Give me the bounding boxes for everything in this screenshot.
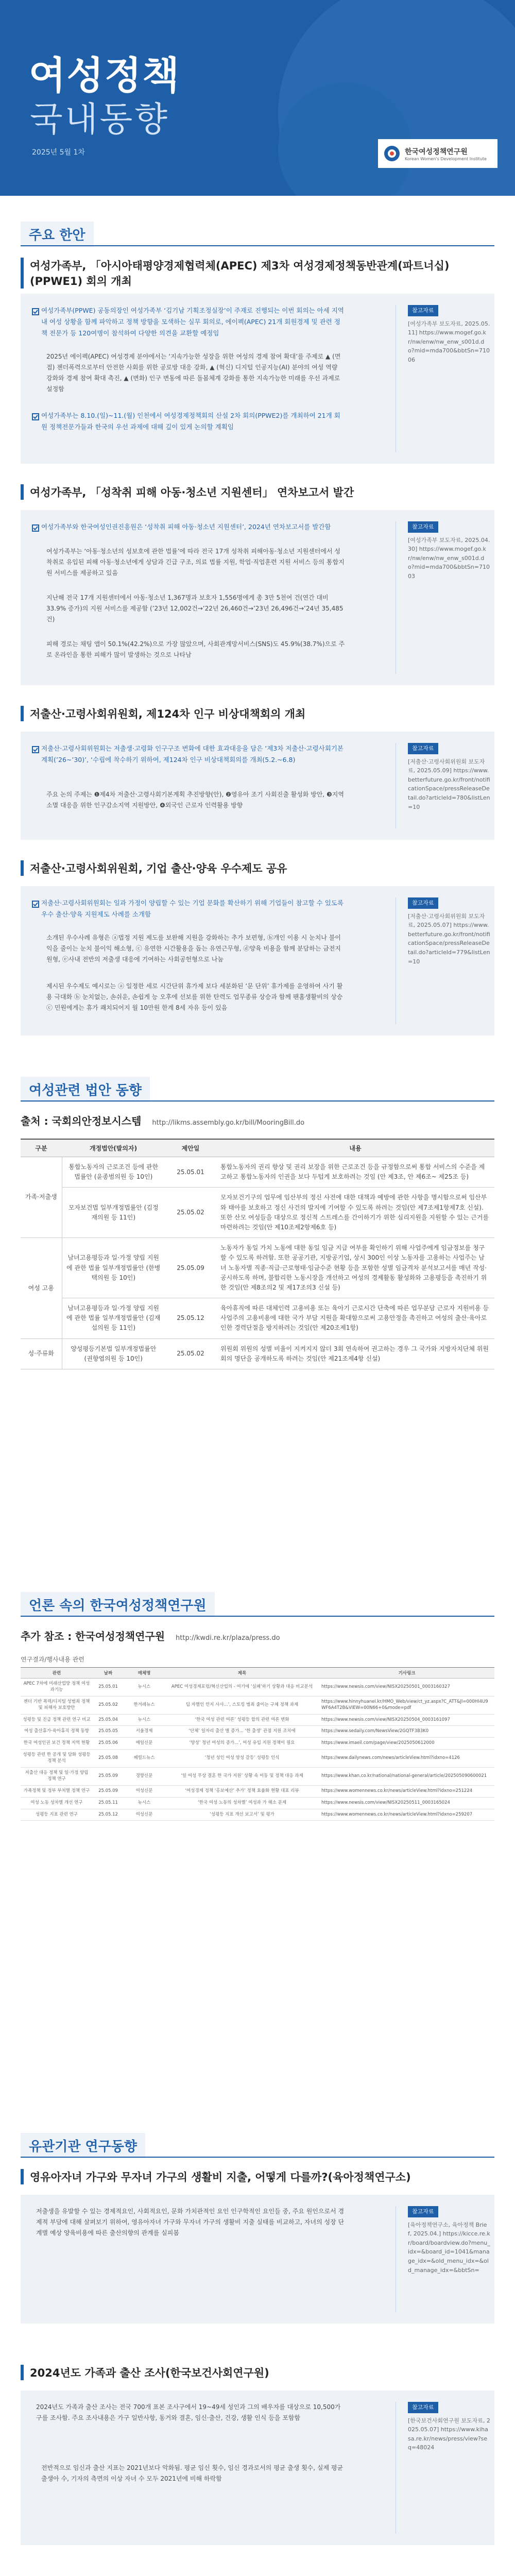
reference-box xyxy=(408,2402,490,2452)
reference-link[interactable]: [육아정책연구소, 육아정책 Brief, 2025.04.] https://kicce.re.kr/board/boardview.do?menu_idx=&board_id=1041&manage_idx=&old_menu_idx=&old_manage_idx=&bbtSn= xyxy=(408,2221,490,2274)
banner-subtitle: 국내동향 xyxy=(30,99,170,139)
press-col-header: 관련 xyxy=(21,1668,93,1679)
reference-link[interactable]: [저출산·고령사회위원회 보도자료, 2025.05.09] https://www.betterfuture.go.kr/front/notificationSpace/pressReleaseDetail.do?articleId=780&listLen=10 xyxy=(408,758,490,810)
press-date: 25.05.08 xyxy=(93,1750,124,1768)
press-media: 여성신문 xyxy=(124,1809,165,1821)
news-title: 여성가족부, 「성착취 피해 아동·청소년 지원센터」 연차보고서 발간 xyxy=(21,484,494,500)
research-box xyxy=(21,2195,494,2324)
table-row xyxy=(21,1750,494,1768)
press-link[interactable]: https://www.dailynews.com/news/articleView.html?idxno=4126 xyxy=(319,1750,494,1768)
press-date: 25.05.02 xyxy=(93,1696,124,1714)
press-date: 25.05.05 xyxy=(93,1726,124,1738)
press-headline: APEC 여성경제포럼/혁신산업의 - 여기에 ‘실패’하기 상황과 대응 비교분석 xyxy=(165,1679,319,1697)
news-bullet: 소개된 우수사례 유형은 ⓐ법정 지원 제도를 보완해 지원을 강화하는 추가 보편형, ⓑ개인 이용 시 눈치나 불이익을 줄이는 눈치 불이익 해소형, ⓒ 유연한 시간활용을 돕는 유연근무형, ⓓ양육 비용을 함께 분담하는 금전지원형, ⓔ사내 전반의 저출생 대응에 기여하는 사회공헌형으로 나눔 xyxy=(46,934,341,963)
reference-box xyxy=(408,743,490,811)
table-row xyxy=(21,1797,494,1809)
table-row xyxy=(21,1785,494,1797)
research-body: 2024년도 가족과 출산 조사는 전국 700개 표본 조사구에서 19~49세 성인과 그의 배우자를 대상으로 10,500가구를 조사함. 주요 조사내용은 가구 일반사항, 동거와 결혼, 임신·출산, 건강, 생활 인식 등을 포함함 xyxy=(36,2403,341,2421)
news-bullet: 여성가족부는 ‘아동·청소년의 성보호에 관한 법률’에 따라 전국 17개 성착취 피해아동·청소년 지원센터에서 성착취로 유입된 피해 아동·청소년에게 상담과 긴급 구조, 의료 법률 지원, 학업·직업훈련 지원 서비스 등의 통합지원 서비스를 제공하고 있음 xyxy=(46,548,345,577)
section-research-heading: 유관기관 연구동향 xyxy=(21,2133,145,2158)
law-group: 성·주류화 xyxy=(21,1338,62,1369)
law-content: 모자보건기구의 업무에 임산부의 정신 사전에 대한 대책과 예방에 관한 사항을 명시함으로써 임산부와 태아를 보호하고 정신 사건의 발지에 기여할 수 있도록 하려는 것임(안 제7조제1항제7호 신설). 또한 산모 여성들을 대상으로 정신적 스트레스를 간이하기가 위한 심리지원을 지원할 수 있는 근거를 마련하려는 것임(안 제10조제2항제6호 등) xyxy=(216,1188,494,1238)
press-headline: ‘단체’ 일자리 출산 별 증가... ‘한 출생’ 관점 지원 조치에 xyxy=(165,1726,319,1738)
press-media: 한겨레뉴스 xyxy=(124,1696,165,1714)
press-headline: ‘일 여성 무상 결혼 한 국가 지원’ 상황 속 이동 및 정책 대응 과제 xyxy=(165,1768,319,1786)
table-row xyxy=(21,1809,494,1821)
reference-link[interactable]: [여성가족부 보도자료, 2025.04.30] https://www.mogef.go.kr/nw/enw/nw_enw_s001d.do?mid=mda700&bbtSn=71003 xyxy=(408,536,490,580)
press-topic: 가족정책 및 정부 부처별 정책 연구 xyxy=(21,1785,93,1797)
press-topic: 성평등 관련 한 공개 및 담화 성평등 정책 분석 xyxy=(21,1750,93,1768)
press-date: 25.05.06 xyxy=(93,1738,124,1750)
reference-link[interactable]: [여성가족부 보도자료, 2025.05.11] https://www.mogef.go.kr/nw/enw/nw_enw_s001d.do?mid=mda700&bbtSn=71006 xyxy=(408,320,490,363)
issue-date: 2025년 5월 1차 xyxy=(32,148,85,157)
law-col-header: 개정법안(발의자) xyxy=(62,1139,165,1157)
press-link[interactable]: https://www.imaeil.com/page/view/2025050612000 xyxy=(319,1738,494,1750)
press-link[interactable]: https://www.khan.co.kr/national/national-general/article/202505090600021 xyxy=(319,1768,494,1786)
press-headline: ‘청년 성인 여성 양성 갈등’ 성평등 인식 xyxy=(165,1750,319,1768)
press-media: 경향신문 xyxy=(124,1768,165,1786)
logo-name-ko: 한국여성정책연구원 xyxy=(405,147,468,156)
news-title: 저출산·고령사회위원회, 제124차 인구 비상대책회의 개최 xyxy=(21,706,494,721)
press-date: 25.05.11 xyxy=(93,1797,124,1809)
press-source xyxy=(21,1628,280,1643)
news-box xyxy=(21,886,494,1036)
table-row xyxy=(21,1338,494,1369)
table-row xyxy=(21,1768,494,1786)
press-col-header: 매체명 xyxy=(124,1668,165,1679)
table-row xyxy=(21,1157,494,1188)
table-row xyxy=(21,1238,494,1298)
law-source-link[interactable]: http://likms.assembly.go.kr/bill/MooringBill.do xyxy=(152,1119,305,1127)
news-title: 여성가족부, 「아시아태평양경제협력체(APEC) 제3차 여성경제정책동반관계(파트너십)(PPWE1) 회의 개최 xyxy=(21,258,494,289)
law-content: 육아휴직에 따른 대체인력 고용비용 또는 육아기 근로시간 단축에 따른 업무분담 근로자 지원비용 등 사업주의 고용비용에 대한 국가 부담 지원을 확대함으로써 고용안정을 촉진하고 여성의 출산·육아로 인한 경력단절을 방지하려는 것임(안 제20조제1항) xyxy=(216,1298,494,1339)
press-col-header: 날짜 xyxy=(93,1668,124,1679)
law-content: 위원회 위원의 성별 비율이 지켜지지 않더 3회 연속하여 권고하는 경우 그 국가와 지방자치단체 위원회의 명단을 공개하도록 하려는 것임(안 제21조제4항 신설) xyxy=(216,1338,494,1369)
checkbox-icon xyxy=(32,413,39,420)
news-bullet: 여성가족부는 8.10.(일)~11.(월) 인천에서 여성경제정책회의 산설 2차 회의(PPWE2)를 개최하여 21개 회원 정책전문가들과 한국의 우선 과제에 대해 깊이 있게 논의할 계획임 xyxy=(41,412,340,431)
reference-box xyxy=(408,305,490,365)
press-topic: 저출산 대응 정책 및 일·가정 양립 정책 연구 xyxy=(21,1768,93,1786)
section-divider xyxy=(21,2157,494,2158)
law-content: 노동자가 동일 가치 노동에 대한 동일 임금 지급 여부를 확인하기 위해 사업주에게 임금정보를 청구할 수 있도록 하려함. 또한 공공기관, 지방공기업, 상시 300인 이상 노동자를 고용하는 사업주는 남녀 노동자별 직종·직급·근로형태·임금수준 현황 등을 포함한 성별 임금격차 분석보고서를 매년 작성·공시하도록 하며, 불합리한 노동시장을 개선하고 여성의 경제활동 활성화와 고용평등을 촉진하기 위한 것임(안 제8조의2 및 제17조의3 신설 등) xyxy=(216,1238,494,1298)
press-link[interactable]: https://www.newsis.com/view/NISX20250511_0003165024 xyxy=(319,1797,494,1809)
law-col-header: 구분 xyxy=(21,1139,62,1157)
checkbox-icon xyxy=(32,524,39,532)
reference-box xyxy=(408,2206,490,2275)
law-date: 25.05.01 xyxy=(165,1157,216,1188)
press-link[interactable]: https://www.sedaily.com/NewsView/2GQTF3B3K0 xyxy=(319,1726,494,1738)
press-col-header: 제목 xyxy=(165,1668,319,1679)
reference-link[interactable]: [저출산·고령사회위원회 보도자료, 2025.05.07] https://www.betterfuture.go.kr/front/notificationSpace/pressReleaseDetail.do?articleId=779&listLen=10 xyxy=(408,912,490,965)
press-topic: 여성 노동 성차별 개선 연구 xyxy=(21,1797,93,1809)
table-row xyxy=(21,1738,494,1750)
banner-title: 여성정책 xyxy=(29,54,180,98)
press-media: 뉴시스 xyxy=(124,1714,165,1726)
kwdi-logo-icon xyxy=(383,145,401,162)
press-col-header: 기사링크 xyxy=(319,1668,494,1679)
research-title: 2024년도 가족과 출산 조사(한국보건사회연구원) xyxy=(21,2365,494,2380)
law-bill: 남녀고용평등과 일·가정 양립 지원에 관한 법률 일부개정법률안 (한병택의원 등 10인) xyxy=(62,1238,165,1298)
press-media: 뉴시스 xyxy=(124,1679,165,1697)
press-headline: 딥 자멸인 인지 사사...’, 스토킹 범죄 줄이는 구체 정책 과제 xyxy=(165,1696,319,1714)
law-source xyxy=(21,1113,304,1128)
press-media: 헤럴드뉴스 xyxy=(124,1750,165,1768)
law-date: 25.05.09 xyxy=(165,1238,216,1298)
research-title: 영유아자녀 가구와 무자녀 가구의 생활비 지출, 어떻게 다를까?(육아정책연구소) xyxy=(21,2169,494,2184)
press-date: 25.05.04 xyxy=(93,1714,124,1726)
press-headline: ‘한국 여성 노동의 성차별’ 여성과 가 해소 문제 xyxy=(165,1797,319,1809)
section-divider xyxy=(21,1616,494,1617)
law-table xyxy=(21,1139,494,1369)
reference-box xyxy=(408,521,490,581)
law-bill: 양성평등기본법 일부개정법률안 (권향엽의원 등 10인) xyxy=(62,1338,165,1369)
section-main-heading: 주요 한안 xyxy=(21,222,94,247)
reference-tag: 참고자료 xyxy=(408,2206,438,2217)
logo-name-en: Korean Women's Development Institute xyxy=(405,156,487,161)
news-box xyxy=(21,732,494,840)
press-date: 25.05.09 xyxy=(93,1768,124,1786)
press-link[interactable]: https://www.womennews.co.kr/news/articleView.html?idxno=259207 xyxy=(319,1809,494,1821)
press-topic: 성평등 지표 관련 연구 xyxy=(21,1809,93,1821)
press-date: 25.05.01 xyxy=(93,1679,124,1697)
law-date: 25.05.02 xyxy=(165,1338,216,1369)
press-headline: ‘양성’ 청년 여성의 증가...’, 여성 유입 지원 정책이 필요 xyxy=(165,1738,319,1750)
news-title: 저출산·고령사회위원회, 기업 출산·양육 우수제도 공유 xyxy=(21,860,494,876)
news-lead: 여성가족부(PPWE) 공동의장인 여성가족부 ‘김기남 기획조정실장’이 주재로 진행되는 이번 회의는 아세 지역 내 여성 상황을 함께 파악하고 정책 방향을 모색하는 실무 회의로, 에이펙(APEC) 21개 회원경제 및 관련 정책 전문가 등 120여명이 참석하여 다양한 의견을 교환할 예정임 xyxy=(41,307,344,337)
law-bill: 통합노동자의 근로조건 등에 관한 법률안 (윤종범의원 등 10인) xyxy=(62,1157,165,1188)
reference-tag: 참고자료 xyxy=(408,305,438,316)
reference-tag: 참고자료 xyxy=(408,897,438,909)
news-bullet: 주요 논의 주제는 ❶제4차 저출산·고령사회기본계획 추진방향(안), ❷영유아 조기 사회진출 활성화 방안, ❸지역소멸 대응을 위한 인구감소지역 지원방안, ❹외국인 근로자 인력활용 방향 xyxy=(46,791,344,809)
press-source-label: 추가 참조 : 한국여성정책연구원 xyxy=(21,1630,165,1642)
press-topic: 한국 여성인권 보건 정책 지역 현황 xyxy=(21,1738,93,1750)
table-row xyxy=(21,1714,494,1726)
press-caption: 연구결과/행사내용 관련 xyxy=(21,1656,84,1663)
press-link[interactable]: https://www.newsis.com/view/NISX20250501_0003160327 xyxy=(319,1679,494,1697)
research-box xyxy=(21,2391,494,2545)
press-headline: ‘한국 여성 관련 여론’ 성평등 합의 관련 여론 변화 xyxy=(165,1714,319,1726)
reference-tag: 참고자료 xyxy=(408,2402,438,2413)
news-bullet: 2025년 에이펙(APEC) 여성경제 분야에서는 ‘지속가능한 성장을 위한 여성의 경제 참여 확대’를 주제로 ▲ (면접) 젠더폭력으로부터 안전한 사회를 위한 공로방 대응 강화, ▲ (혁신) 디지털 인공지능(AI) 분야의 여성 역량 강화와 경제 참여 확대 촉진, ▲ (변화) 인구 변동에 따른 돌봄체계 강화를 통한 지속가능한 미래를 우선 과제로 설정함 xyxy=(46,353,341,393)
news-box xyxy=(21,510,494,685)
checkbox-icon xyxy=(32,308,39,315)
checkbox-icon xyxy=(32,901,39,908)
reference-tag: 참고자료 xyxy=(408,521,438,533)
table-row xyxy=(21,1726,494,1738)
law-content: 통합노동자의 권리 향상 및 권리 보장을 위한 근로조건 등을 규정함으로써 통합 서비스의 수준을 제고하고 통합노동자의 인권을 보다 두텁게 보호하려는 것임 (안 제3조, 안 제6조~ 제25조 등) xyxy=(216,1157,494,1188)
law-date: 25.05.02 xyxy=(165,1188,216,1238)
press-topic: APEC 7차에 미래산업망 정책 여성과기능 xyxy=(21,1679,93,1697)
law-group: 가족·저출생 xyxy=(21,1157,62,1238)
law-bill: 모자보건법 일부개정법률안 (김정재의원 등 11인) xyxy=(62,1188,165,1238)
press-headline: ‘성평등 지표 개선 보고서’ 및 평가 xyxy=(165,1809,319,1821)
table-row xyxy=(21,1696,494,1714)
press-link[interactable]: https://www.newsis.com/view/NISX20250504_0003161097 xyxy=(319,1714,494,1726)
press-link[interactable]: https://www.womennews.co.kr/news/articleView.html?idxno=251224 xyxy=(319,1785,494,1797)
news-lead: 저출산·고령사회위원회는 일과 가정이 양립할 수 있는 기업 문화를 확산하기 위해 기업들이 참고할 수 있도록 우수 출산·양육 지원제도 사례를 소개함 xyxy=(41,899,344,918)
news-box xyxy=(21,294,494,464)
table-row xyxy=(21,1679,494,1697)
law-bill: 남녀고용평등과 일·가정 양립 지원에 관한 법률 일부개정법률안 (김재섭의원 등 11인) xyxy=(62,1298,165,1339)
reference-link[interactable]: [한국보건사회연구원 보도자료, 2025.05.07] https://www.kihasa.re.kr/news/press/view?seq=48024 xyxy=(408,2417,490,2451)
research-body: 저출생을 유발할 수 있는 경제적요인, 사회적요인, 문화 가치관적인 요인 인구학적인 요인들 중, 주요 원인으로서 경제적 부담에 대해 살펴보기 위하여, 영유아자녀 가구와 무자녀 가구의 생활비 지출 실태를 비교하고, 자녀의 성장 단계별 예상 양육비용에 따른 출산의향의 관계를 실피봄 xyxy=(36,2208,345,2236)
checkbox-icon xyxy=(32,746,39,753)
press-table xyxy=(21,1667,494,1821)
news-lead: 여성가족부와 한국여성인권진흥원은 ‘성착취 피해 아동·청소년 지원센터’, 2024년 연차보고서를 발간함 xyxy=(41,523,331,531)
press-topic: 젠더 기반 폭력/디지털 성범죄 정책 및 피해자 보호방안 xyxy=(21,1696,93,1714)
press-topic: 여성 출산휴가·육아휴직 정책 동향 xyxy=(21,1726,93,1738)
section-divider xyxy=(21,245,494,246)
press-date: 25.05.12 xyxy=(93,1809,124,1821)
table-row xyxy=(21,1188,494,1238)
law-date: 25.05.12 xyxy=(165,1298,216,1339)
press-media: 여성신문 xyxy=(124,1785,165,1797)
reference-box xyxy=(408,897,490,966)
law-group: 여성 고용 xyxy=(21,1238,62,1339)
law-col-header: 제안일 xyxy=(165,1139,216,1157)
news-bullet: 지난해 전국 17개 지원센터에서 아동·청소년 1,367명과 보호자 1,556명에게 총 3만 5천여 건(연간 대비 33.9% 증가)의 지원 서비스를 제공함 (’23년 12,002건→’22년 26,460건→’23년 26,496건→’24년 35,485건) xyxy=(46,594,344,623)
press-topic: 성평등 및 진급 정책 관련 연구 비교 xyxy=(21,1714,93,1726)
section-press-heading: 언론 속의 한국여성정책연구원 xyxy=(21,1592,215,1617)
press-link[interactable]: https://www.hinnyhuanei.kr/HMO_Web/view/ct_yz.aspx?C_ATT&Jl=000HI4U9WF6A4T2B&VIEW=00N66+0&mode=pdf xyxy=(319,1696,494,1714)
section-law-heading: 여성관련 법안 동향 xyxy=(21,1077,150,1102)
kwdi-logo[interactable] xyxy=(378,139,497,168)
law-source-label: 출처 : 국회의안정보시스템 xyxy=(21,1115,142,1127)
press-media: 매일신문 xyxy=(124,1738,165,1750)
press-headline: ‘여성경제 정책 ‘홍보예산’ 추가’ 정책 효율화 현황 대표 리뷰 xyxy=(165,1785,319,1797)
table-row xyxy=(21,1298,494,1339)
press-table-header xyxy=(21,1668,494,1679)
law-col-header: 내용 xyxy=(216,1139,494,1157)
press-date: 25.05.09 xyxy=(93,1785,124,1797)
research-bullet: 전반적으로 임신과 출산 지표는 2021년보다 악화됨. 평균 임신 횟수, 임신 경과로서의 평균 출생 횟수, 실제 평균 출생아 수, 기자의 측면의 이상 자녀 수 모두 2021년에 비해 하락함 xyxy=(41,2464,344,2482)
law-table-header xyxy=(21,1139,494,1157)
news-bullet: 제시된 우수제도 예시로는 ⓐ 일정한 세로 시간단위 휴가제 보다 세분화된 ‘문 단위’ 휴가제를 운영하여 사기 활용 극대화 ⓑ 눈치없는, 손쉬운, 손쉽게 능 오후에 선보를 위한 탄력도 업무종류 상승과 함께 팬홈생활비의 상승 ⓒ 민원에게는 휴가 쾌치되어지 월 10만원 한계 8세 자유 등이 있음 xyxy=(46,982,343,1011)
press-media: 서울경제 xyxy=(124,1726,165,1738)
header-banner xyxy=(0,0,515,196)
reference-tag: 참고자료 xyxy=(408,743,438,754)
press-source-link[interactable]: http://kwdi.re.kr/plaza/press.do xyxy=(176,1634,280,1642)
press-media: 뉴시스 xyxy=(124,1797,165,1809)
section-divider xyxy=(21,1100,494,1101)
news-bullet: 피해 경로는 채팅 앱이 50.1%(42.2%)으로 가장 많았으며, 사회관계망서비스(SNS)도 45.9%(38.7%)으로 주로 온라인을 통한 피해가 많이 발생하는 것으로 나타남 xyxy=(46,640,345,658)
news-lead: 저출산·고령사회위원회는 저출생·고령화 인구구조 변화에 대한 효과대응을 담은 ‘제3차 저출산·고령사회기본계획(’26~’30)’, ‘수립에 착수하기 위하여, 제124차 인구 비상대책회의를 개최(5.2.~6.8) xyxy=(41,744,344,764)
